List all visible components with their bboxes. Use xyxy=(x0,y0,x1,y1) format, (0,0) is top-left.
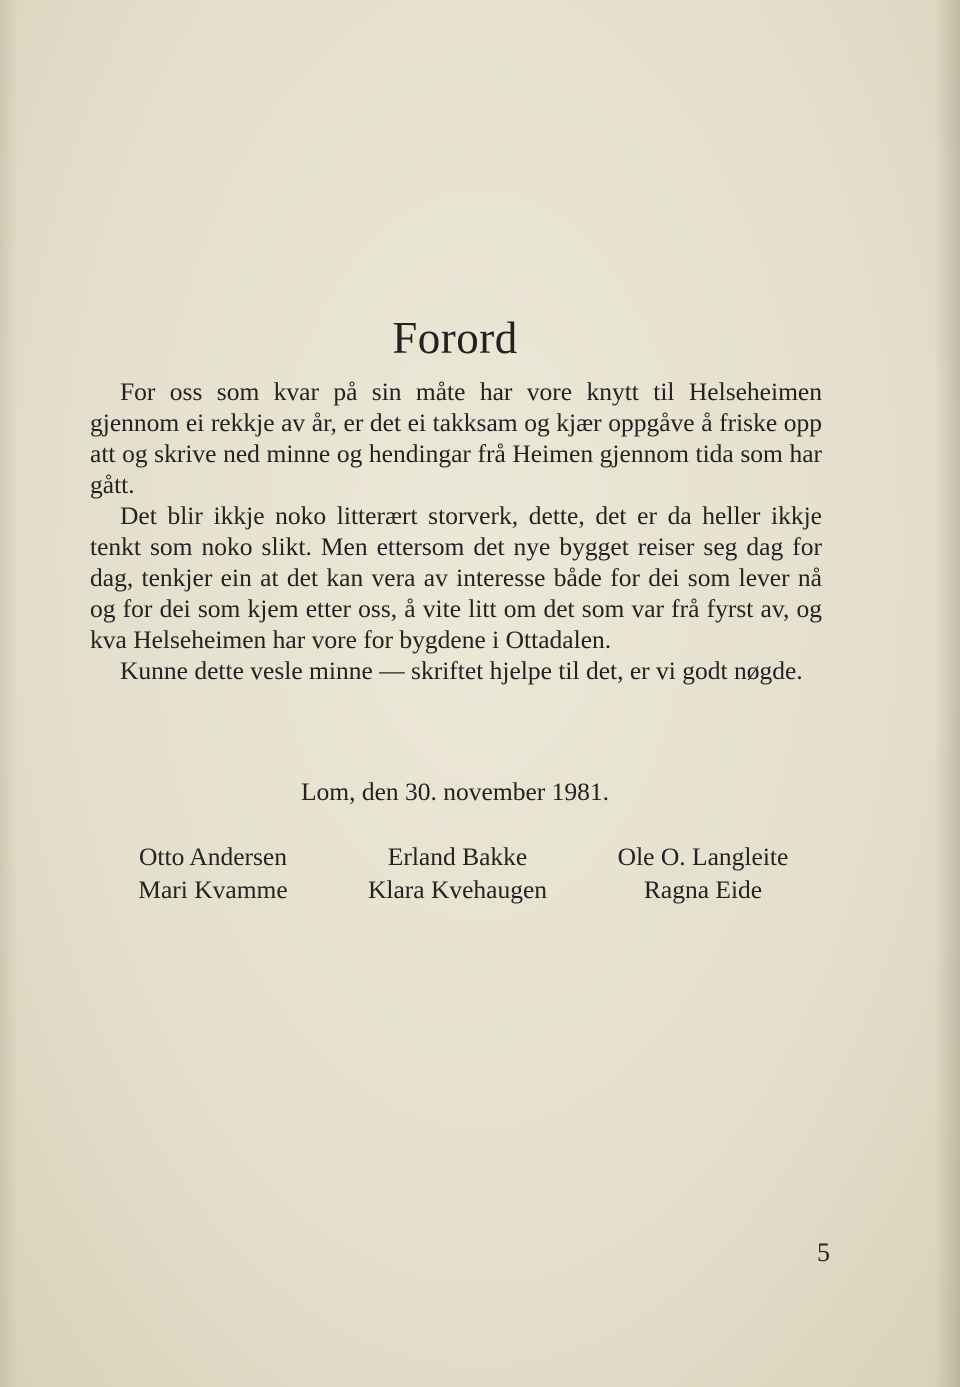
signature-column xyxy=(130,840,296,906)
signatory-name: Ragna Eide xyxy=(643,875,763,904)
signatory-name: Otto Andersen xyxy=(138,842,288,871)
page-gutter-shadow xyxy=(0,0,18,1387)
preface-body xyxy=(90,376,822,686)
signatory-name: Mari Kvamme xyxy=(138,875,288,904)
page-title: Forord xyxy=(392,313,518,364)
paragraph: For oss som kvar på sin måte har vore knytt til Helseheimen gjennom ei rekkje av år, er det ei takksam og kjær oppgåve å friske opp att og skrive ned minne og hendingar frå Heimen gjennom tida som har gått. xyxy=(90,377,822,499)
signatory-name: Ole O. Langleite xyxy=(617,842,789,871)
signature-column xyxy=(606,840,800,906)
paragraph: Kunne dette vesle minne — skriftet hjelpe til det, er vi godt nøgde. xyxy=(120,656,803,685)
page-number: 5 xyxy=(817,1238,830,1267)
page-edge-shadow xyxy=(934,0,960,1387)
signatory-name: Erland Bakke xyxy=(387,842,528,871)
dateline: Lom, den 30. november 1981. xyxy=(300,777,610,806)
signature-column xyxy=(355,840,560,906)
paragraph: Det blir ikkje noko litterært storverk, dette, det er da heller ikkje tenkt som noko slikt. Men ettersom det nye bygget reiser seg dag for dag, tenkjer ein at det kan vera av interesse både for dei som lever nå og for dei som kjem etter oss, å vite litt om det som var frå fyrst av, og kva Helseheimen har vore for bygdene i Ottadalen. xyxy=(90,501,822,654)
signatory-name: Klara Kvehaugen xyxy=(367,875,548,904)
